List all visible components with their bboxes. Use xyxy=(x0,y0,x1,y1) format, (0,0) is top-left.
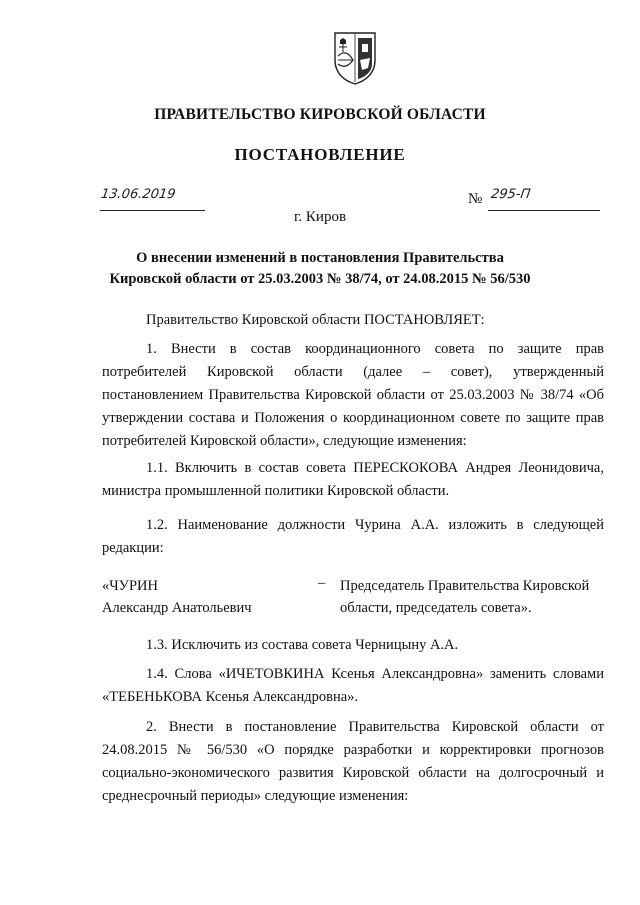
paragraph-1: 1. Внести в состав координационного совета по защите прав потребителей Кировской области (далее – совет), утвержденный постановлением Правительства Кировской области от 25.03.2003 № 38/74 «Об утверждении состава и Положения о координационном совете по защите прав потребителей Кировской области», следующие изменения: xyxy=(102,341,604,449)
number-label: № xyxy=(468,191,483,207)
intro-paragraph: Правительство Кировской области ПОСТАНОВЛЯЕТ: xyxy=(146,312,485,328)
government-name: ПРАВИТЕЛЬСТВО КИРОВСКОЙ ОБЛАСТИ xyxy=(154,106,486,123)
member-role: Председатель Правительства Кировской области, председатель совета». xyxy=(340,578,590,616)
document-title xyxy=(0,248,640,290)
paragraph-1-2: 1.2. Наименование должности Чурина А.А. изложить в следующей редакции: xyxy=(102,517,604,556)
document-date: 13.06.2019 xyxy=(99,187,177,202)
title-line-2: Кировской области от 25.03.2003 № 38/74, от 24.08.2015 № 56/530 xyxy=(109,271,531,287)
coat-of-arms-icon xyxy=(332,30,378,86)
title-line-1: О внесении изменений в постановления Правительства xyxy=(136,250,504,266)
paragraph-1-4: 1.4. Слова «ИЧЕТОВКИНА Ксенья Александровна» заменить словами «ТЕБЕНЬКОВА Ксенья Александровна». xyxy=(102,666,604,705)
paragraph-1-1: 1.1. Включить в состав совета ПЕРЕСКОКОВА Андрея Леонидовича, министра промышленной политики Кировской области. xyxy=(102,460,604,499)
member-given-name: Александр Анатольевич xyxy=(102,600,252,616)
member-surname: «ЧУРИН xyxy=(102,578,158,594)
member-dash: – xyxy=(318,575,326,591)
paragraph-2: 2. Внести в постановление Правительства Кировской области от 24.08.2015 № 56/530 «О порядке разработки и корректировки прогнозов социально-экономического развития Кировской области на долгосрочный и среднесрочный периоды» следующие изменения: xyxy=(102,719,604,804)
paragraph-1-3: 1.3. Исключить из состава совета Черницыну А.А. xyxy=(146,637,459,653)
document-type: ПОСТАНОВЛЕНИЕ xyxy=(234,145,406,164)
member-name-block xyxy=(102,575,322,619)
document-number: 295-П xyxy=(489,187,532,202)
city: г. Киров xyxy=(293,209,347,225)
